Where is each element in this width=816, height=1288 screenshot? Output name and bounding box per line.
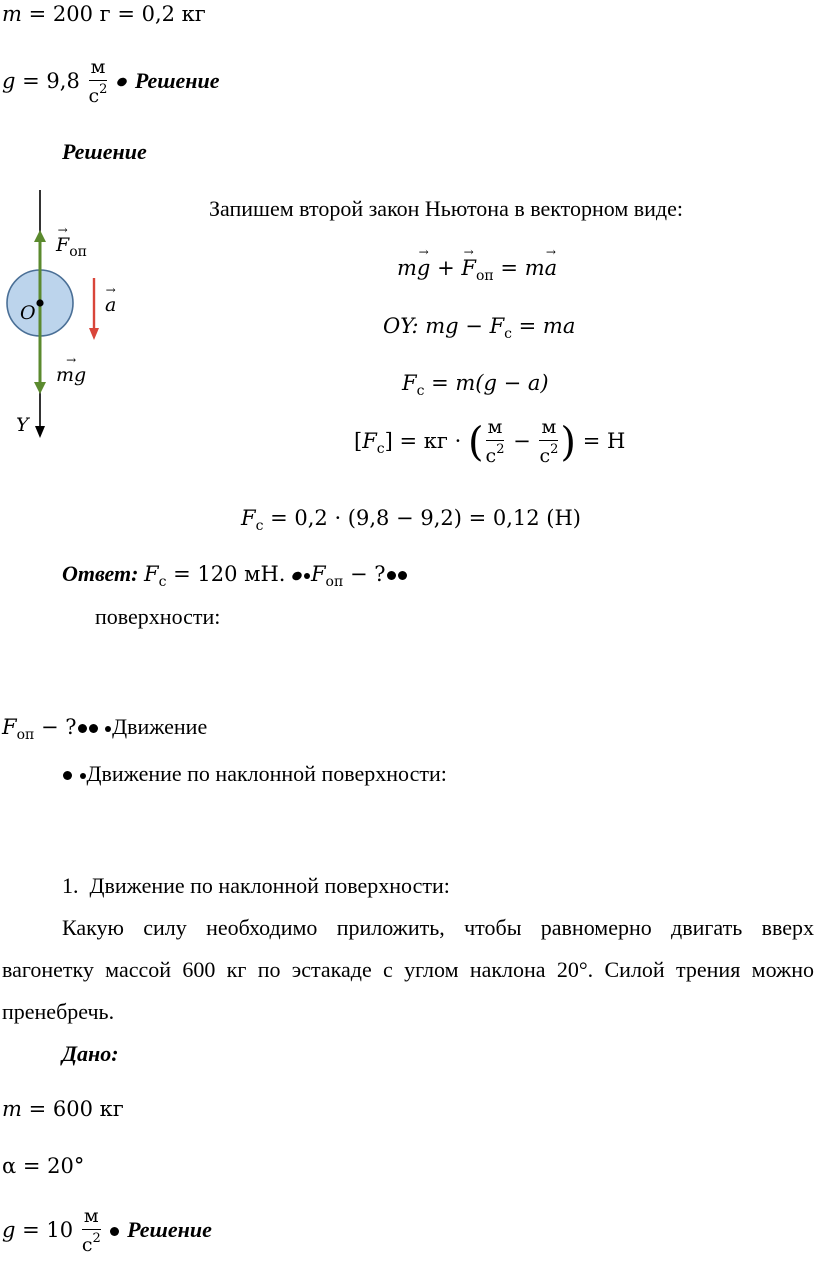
- origin-label: [20, 304, 36, 323]
- frag-F: F: [2, 715, 17, 739]
- bullet-dot: [105, 726, 111, 732]
- solution-heading: Решение: [62, 139, 147, 164]
- task-given-g: [2, 1207, 212, 1256]
- eq5-rhs: = 0,2 · (9,8 − 9,2) = 0,12 (Н): [263, 506, 581, 530]
- eq1-a: a →: [545, 258, 558, 279]
- bullet-dot: [110, 1227, 119, 1236]
- task-number: 1.: [62, 873, 79, 898]
- eq4-F: F: [362, 428, 377, 453]
- eq4-close: ] = кг ·: [384, 428, 462, 453]
- fragment-motion-line: [62, 763, 447, 785]
- task-line-2: вагонетку массой 600 кг по эстакаде с углом наклона 20°. Силой трения можно: [2, 957, 814, 982]
- frag-tail: − ?: [34, 715, 77, 739]
- answer-label: Ответ:: [62, 561, 139, 586]
- task-g-den-sup: 2: [92, 1230, 101, 1246]
- task-g-value: = 10: [15, 1217, 74, 1242]
- task-mass-value: = 600 кг: [21, 1097, 124, 1121]
- task-solution-inline: Решение: [127, 1216, 212, 1242]
- bullet-dot: [80, 773, 86, 779]
- eq2-lhs: mg −: [425, 314, 490, 338]
- bullet-dot: [116, 76, 129, 88]
- given-g: [2, 58, 220, 107]
- mass-value: = 200 г = 0,2 кг: [28, 2, 206, 26]
- bullet-dot: [291, 570, 304, 582]
- gravity-label: [56, 366, 86, 385]
- g-symbol: g: [2, 68, 16, 93]
- eq4-open: [: [354, 428, 363, 453]
- eq3-F: F: [402, 371, 417, 395]
- task-given-mass: [2, 1099, 124, 1120]
- accel-label: [105, 296, 116, 315]
- equation-units: $[F_с]$ = кг · ( $\frac{м}{с^2}$ − $\frac{м}{с^2}$ ) = Н: [354, 416, 626, 467]
- fragment-surface: поверхности:: [95, 604, 221, 629]
- frag-F-sub: оп: [16, 727, 35, 743]
- answer-value: = 120 мН.: [166, 562, 286, 586]
- newton-intro: Запишем второй закон Ньютона в векторном виде:: [209, 196, 683, 221]
- given-heading: Дано:: [62, 1041, 119, 1066]
- frag-word: Движение: [112, 714, 208, 739]
- answer-F2-sub: оп: [325, 574, 344, 590]
- bullet-dot: [78, 724, 87, 733]
- answer-F: F: [143, 562, 159, 586]
- eq1-g: g →: [417, 258, 430, 279]
- eq1-m2: m: [524, 256, 545, 280]
- task-title: Движение по наклонной поверхности:: [89, 873, 450, 898]
- answer-F2: F: [310, 562, 326, 586]
- accel-symbol: a →: [105, 296, 116, 315]
- force-label: [56, 236, 87, 259]
- equation-result: [241, 508, 581, 533]
- axis-symbol: Y: [16, 414, 29, 436]
- eq1-F: F →: [461, 258, 476, 279]
- bullet-dot: [89, 724, 98, 733]
- g-units-num: м: [89, 58, 108, 81]
- eq2-axis: OY:: [383, 314, 419, 338]
- eq1-F-sub: оп: [475, 268, 494, 284]
- task-given-angle: [2, 1156, 84, 1177]
- eq3-rhs: = m(g − a): [424, 371, 549, 395]
- task-line-1: Какую силу необходимо приложить, чтобы равномерно двигать вверх: [62, 915, 814, 940]
- force-symbol: F →: [56, 236, 69, 255]
- eq1-eq: =: [500, 256, 518, 280]
- bullet-dot: [387, 571, 396, 580]
- solution-inline-label: Решение: [134, 67, 220, 93]
- bullet-dot: [398, 571, 407, 580]
- g-units: [89, 58, 108, 107]
- axis-label: [16, 416, 29, 435]
- equation-projection: [383, 316, 575, 341]
- eq2-F: F: [489, 314, 505, 338]
- frag-motion-text: Движение по наклонной поверхности:: [86, 761, 447, 786]
- mass-symbol: m: [2, 2, 22, 26]
- task-g-num: м: [82, 1207, 101, 1230]
- task-mass-symbol: m: [2, 1097, 22, 1121]
- equation-drag: [402, 373, 549, 398]
- answer-F-sub: с: [158, 574, 167, 590]
- eq4-F-sub: с: [376, 440, 385, 457]
- task-angle-symbol: α: [2, 1154, 17, 1178]
- fragment-fop-line: [2, 716, 207, 742]
- bullet-dot: [63, 771, 72, 780]
- eq4-minus: −: [513, 428, 531, 453]
- task-angle-value: = 20°: [16, 1154, 85, 1178]
- bullet-dot: [304, 573, 310, 579]
- eq1-plus: +: [437, 256, 455, 280]
- gravity-symbol: mg →: [56, 366, 86, 385]
- task-g-den: с: [81, 1233, 93, 1256]
- task-line-3: пренебречь.: [2, 999, 115, 1024]
- eq4-frac-1: $\frac{м}{с^2}$: [485, 416, 505, 467]
- eq1-m: m: [397, 256, 417, 280]
- eq2-F-sub: с: [504, 326, 512, 342]
- eq3-F-sub: с: [416, 383, 425, 399]
- task-g-symbol: g: [2, 1217, 16, 1242]
- given-mass: [2, 4, 206, 25]
- task-heading: [62, 875, 450, 897]
- eq2-rhs: = ma: [511, 314, 576, 338]
- eq4-frac-2: $\frac{м}{с^2}$: [539, 416, 559, 467]
- equation-vector: [397, 258, 557, 283]
- g-units-den-sup: 2: [99, 81, 108, 97]
- origin-symbol: O: [20, 302, 36, 324]
- task-g-units: [82, 1207, 101, 1256]
- eq5-F: F: [241, 506, 256, 530]
- answer-tail: − ?: [343, 562, 386, 586]
- answer-line: [62, 563, 408, 589]
- eq4-rhs: = Н: [582, 428, 626, 453]
- eq5-F-sub: с: [255, 518, 264, 534]
- force-sub: оп: [69, 244, 87, 260]
- g-units-den: с: [88, 84, 100, 107]
- g-value: = 9,8: [22, 68, 80, 93]
